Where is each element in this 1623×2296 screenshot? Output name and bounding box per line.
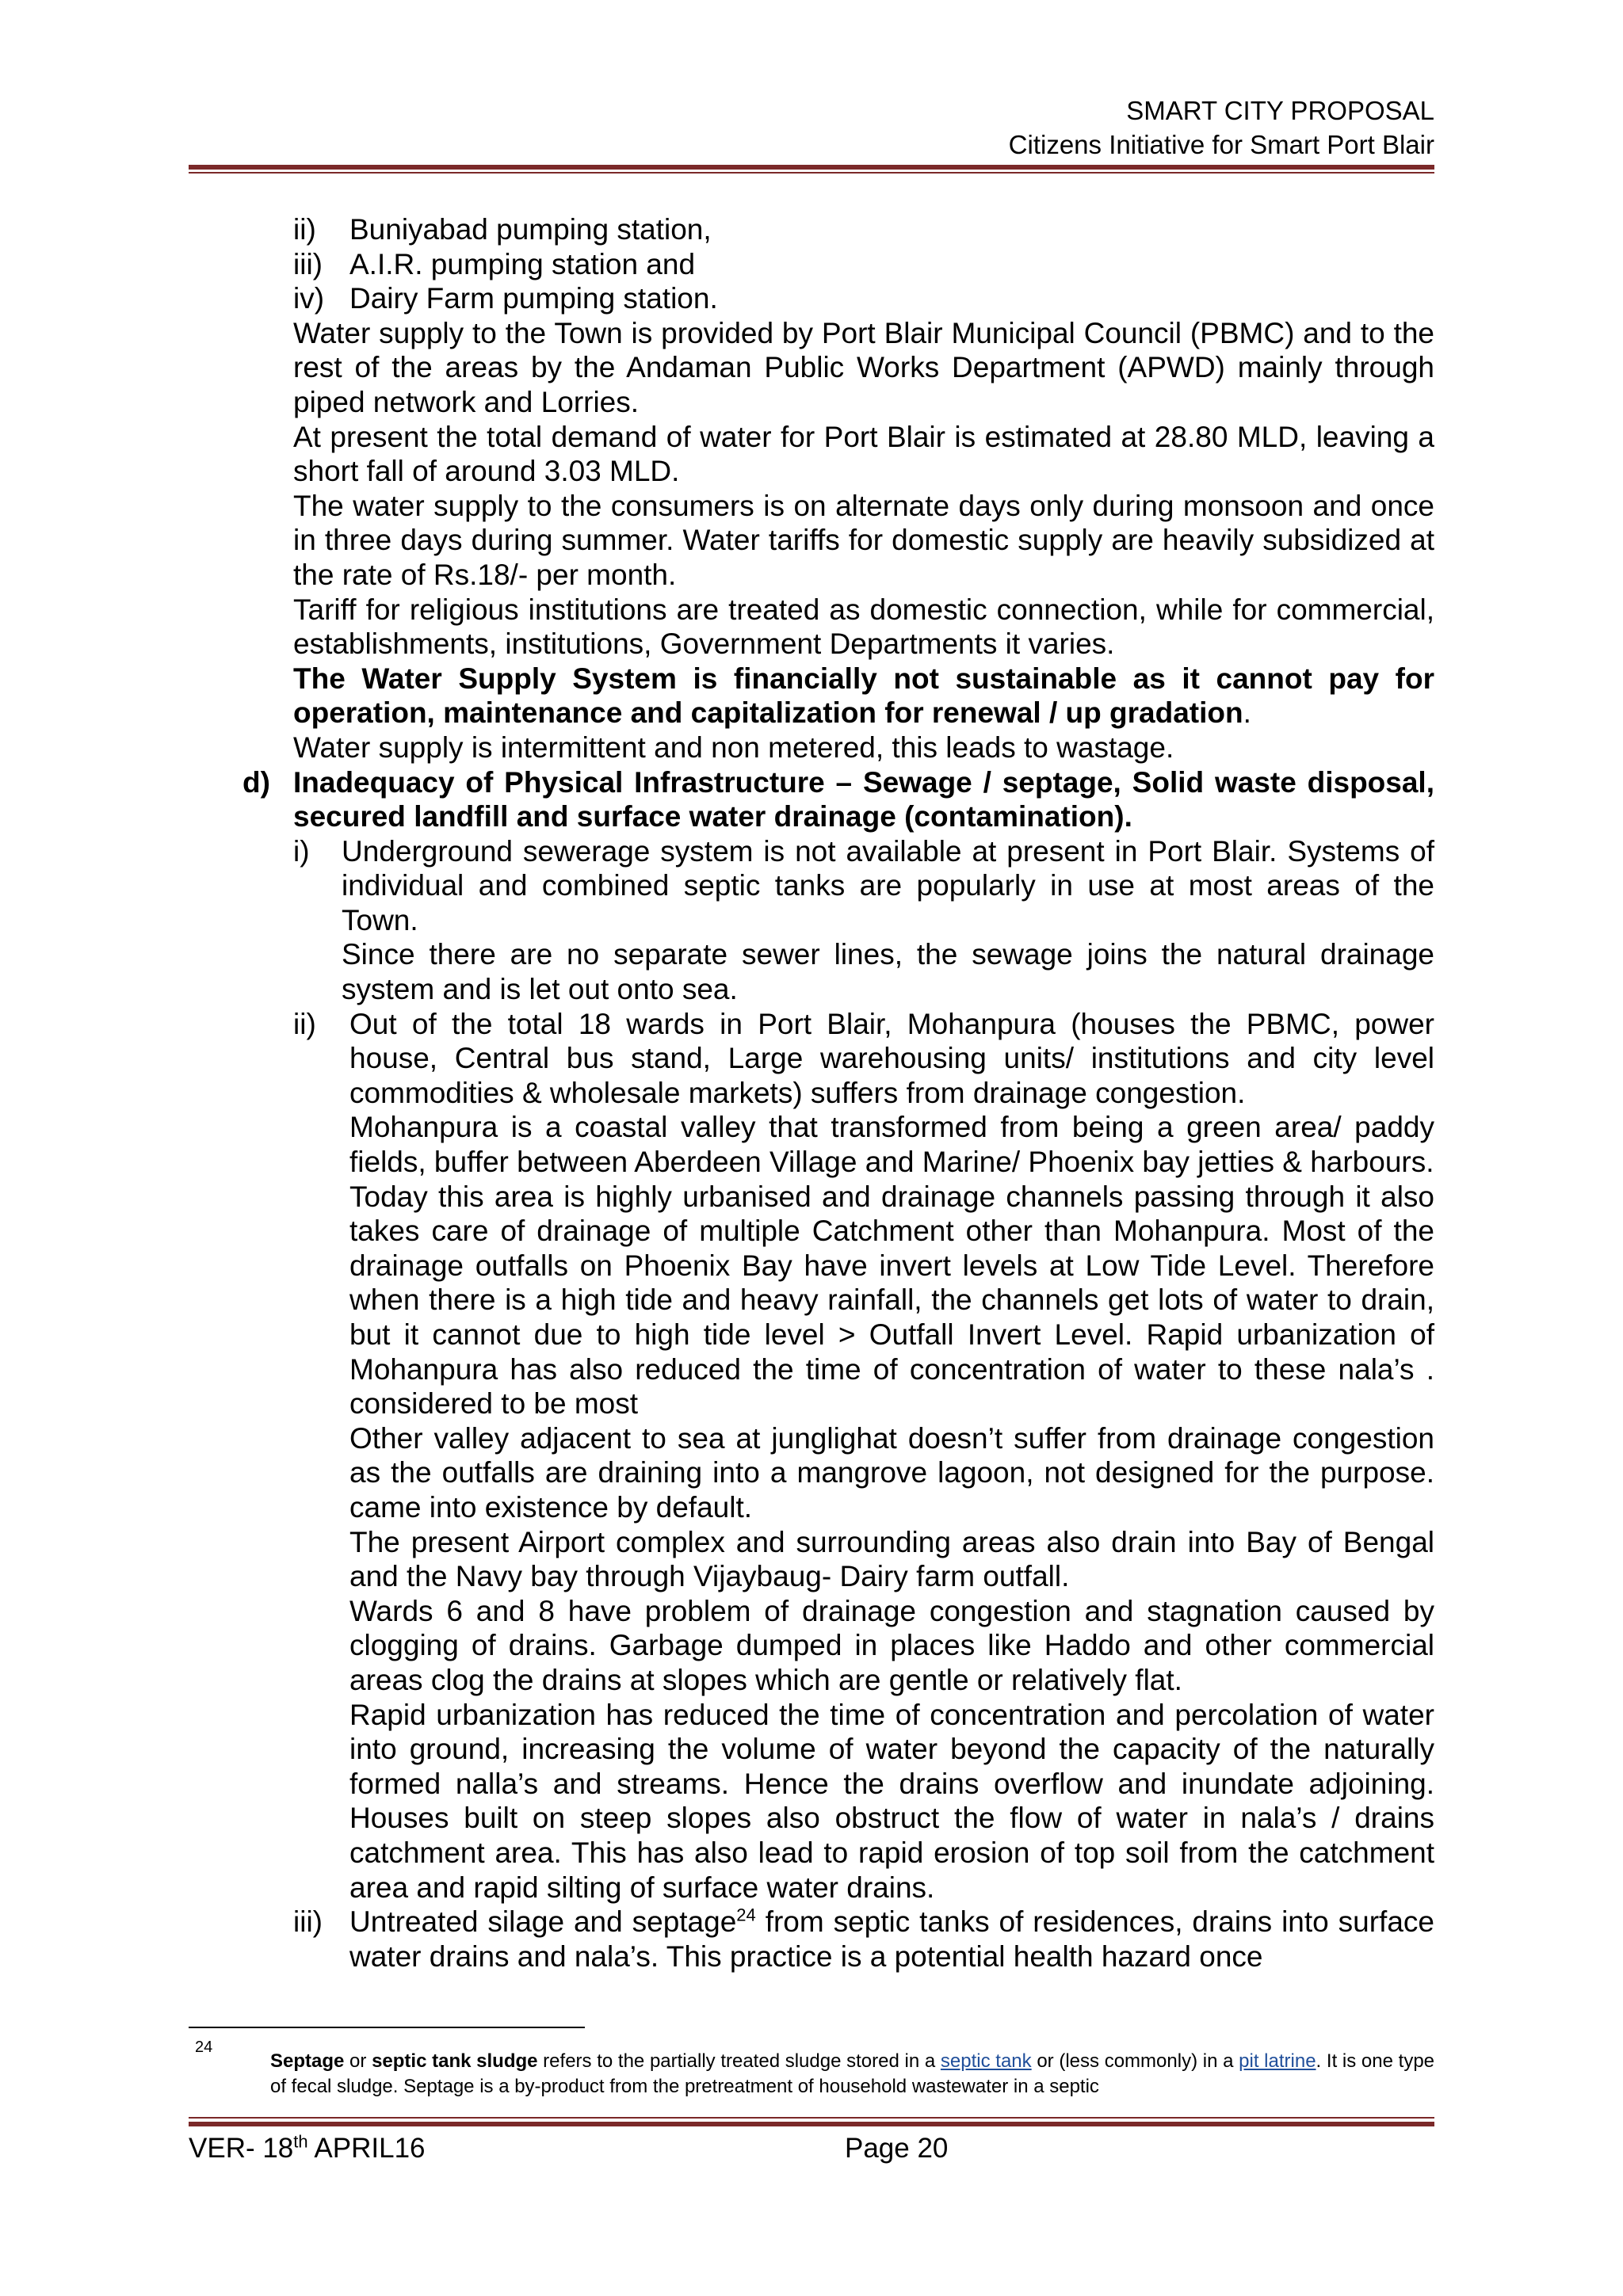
- section-number: d): [242, 765, 270, 799]
- list-text: Dairy Farm pumping station.: [349, 282, 718, 315]
- footnote-text: or: [344, 2050, 372, 2072]
- footnote-term: septic tank sludge: [372, 2050, 538, 2072]
- station-item: [293, 247, 1434, 282]
- list-text-part: Untreated silage and septage: [349, 1905, 737, 1939]
- paragraph: At present the total demand of water for Port Blair is estimated at 28.80 MLD, leaving a short fall of around 3.03 MLD.: [293, 420, 1434, 488]
- section-heading: [242, 765, 1434, 834]
- list-number: iv): [293, 282, 325, 315]
- version-ordinal: th: [293, 2131, 308, 2152]
- footnote-text: or (less commonly) in a: [1031, 2050, 1239, 2072]
- list-item: [293, 1905, 1434, 1974]
- list-text: Out of the total 18 wards in Port Blair, Mohanpura (houses the PBMC, power house, Central bus stand, Large warehousing units/ institutions and city level commodities & wholesale markets) suffers from drainage congestion.: [349, 1007, 1434, 1109]
- version-text: VER- 18: [189, 2133, 294, 2164]
- section-title: Inadequacy of Physical Infrastructure – Sewage / septage, Solid waste disposal, secured landfill and surface water drainage (contamination).: [293, 765, 1434, 833]
- septic-tank-link[interactable]: septic tank: [940, 2050, 1032, 2072]
- paragraph: Water supply to the Town is provided by Port Blair Municipal Council (PBMC) and to the rest of the areas by the Andaman Public Works Department (APWD) mainly through piped network and Lorries.: [293, 316, 1434, 418]
- station-item: [293, 212, 1434, 247]
- list-number: i): [293, 834, 310, 868]
- footnote-separator: [189, 2027, 585, 2028]
- sub-paragraph: Wards 6 and 8 have problem of drainage congestion and stagnation caused by clogging of drains. Garbage dumped in places like Haddo and other commercial areas clog the drains at slopes which are gentle or relatively flat.: [349, 1594, 1434, 1696]
- pit-latrine-link[interactable]: pit latrine: [1239, 2050, 1316, 2072]
- header-rule-thick: [189, 165, 1434, 170]
- version-text: APRIL16: [307, 2133, 426, 2164]
- sub-paragraph: Other valley adjacent to sea at junglighat doesn’t suffer from drainage congestion as the outfalls are draining into a mangrove lagoon, not designed for the purpose. came into existence by default.: [349, 1421, 1434, 1524]
- list-item: [293, 834, 1434, 938]
- list-number: iii): [293, 1905, 323, 1939]
- header-rule-thin: [189, 172, 1434, 174]
- list-item: [293, 1007, 1434, 1111]
- footnote-mark: 24: [195, 2039, 213, 2056]
- page-header: [1009, 93, 1434, 162]
- footer-rule-thin: [189, 2117, 1434, 2119]
- list-text: A.I.R. pumping station and: [349, 247, 696, 280]
- footer-rule-thick: [189, 2122, 1434, 2126]
- footnote-term: Septage: [270, 2050, 345, 2072]
- paragraph-emphasis: [293, 662, 1434, 730]
- sub-paragraph: Mohanpura is a coastal valley that transformed from being a green area/ paddy fields, buffer between Aberdeen Village and Marine/ Phoenix bay jetties & harbours.: [349, 1111, 1434, 1179]
- paragraph: Tariff for religious institutions are treated as domestic connection, while for commercial, establishments, institutions, Government Departments it varies.: [293, 593, 1434, 661]
- sub-paragraph: Today this area is highly urbanised and drainage channels passing through it also takes care of drainage of multiple Catchment other than Mohanpura. Most of the drainage outfalls on Phoenix Bay have invert levels at Low Tide Level. Therefore when there is a high tide and heavy rainfall, the channels get lots of water to drain, but it cannot due to high tide level > Outfall Invert Level. Rapid urbanization of Mohanpura has also reduced the time of concentration of water to these nala’s . considered to be most: [349, 1180, 1434, 1421]
- footnote: [270, 2049, 1434, 2100]
- footnote-text: . It is one type of fecal sludge. Septage is a by-product from the pretreatment of household wastewater in a septic: [270, 2050, 1435, 2097]
- list-text-part: from septic tanks of residences, drains into surface water drains and nala’s. This practice is a potential health hazard once: [349, 1905, 1434, 1973]
- sub-paragraph: Since there are no separate sewer lines, the sewage joins the natural drainage system and is let out onto sea.: [342, 938, 1434, 1006]
- header-subtitle: Citizens Initiative for Smart Port Blair: [1008, 130, 1434, 159]
- list-number: ii): [293, 1007, 316, 1040]
- footnote-reference[interactable]: 24: [736, 1905, 756, 1925]
- header-title: SMART CITY PROPOSAL: [1126, 96, 1434, 125]
- list-text: Buniyabad pumping station,: [349, 213, 712, 246]
- page-number: Page 20: [845, 2133, 949, 2164]
- sub-paragraph: Rapid urbanization has reduced the time of concentration and percolation of water into ground, increasing the volume of water beyond the capacity of the naturally formed nalla’s and streams. Hence the drains overflow and inundate adjoining. Houses built on steep slopes also obstruct the flow of water in nala’s / drains catchment area. This has also lead to rapid erosion of top soil from the catchment area and rapid silting of surface water drains.: [349, 1698, 1434, 1904]
- footnote-text: refers to the partially treated sludge stored in a: [537, 2050, 941, 2072]
- paragraph: Water supply is intermittent and non metered, this leads to wastage.: [293, 730, 1174, 764]
- list-number: ii): [293, 213, 316, 246]
- bold-statement: The Water Supply System is financially not sustainable as it cannot pay for operation, maintenance and capitalization for renewal / up gradation: [293, 662, 1434, 730]
- sub-paragraph: The present Airport complex and surrounding areas also drain into Bay of Bengal and the Navy bay through Vijaybaug- Dairy farm outfall.: [349, 1525, 1434, 1593]
- list-number: iii): [293, 247, 323, 280]
- list-text: [349, 1905, 1434, 1974]
- document-body: [0, 212, 1623, 1974]
- version-label: [189, 2133, 426, 2164]
- period: .: [1243, 696, 1251, 730]
- paragraph: The water supply to the consumers is on alternate days only during monsoon and once in three days during summer. Water tariffs for domestic supply are heavily subsidized at the rate of Rs.18/- per month.: [293, 489, 1434, 591]
- station-item: [293, 281, 1434, 316]
- list-text: Underground sewerage system is not available at present in Port Blair. Systems of individual and combined septic tanks are popularly in use at most areas of the Town.: [342, 834, 1434, 936]
